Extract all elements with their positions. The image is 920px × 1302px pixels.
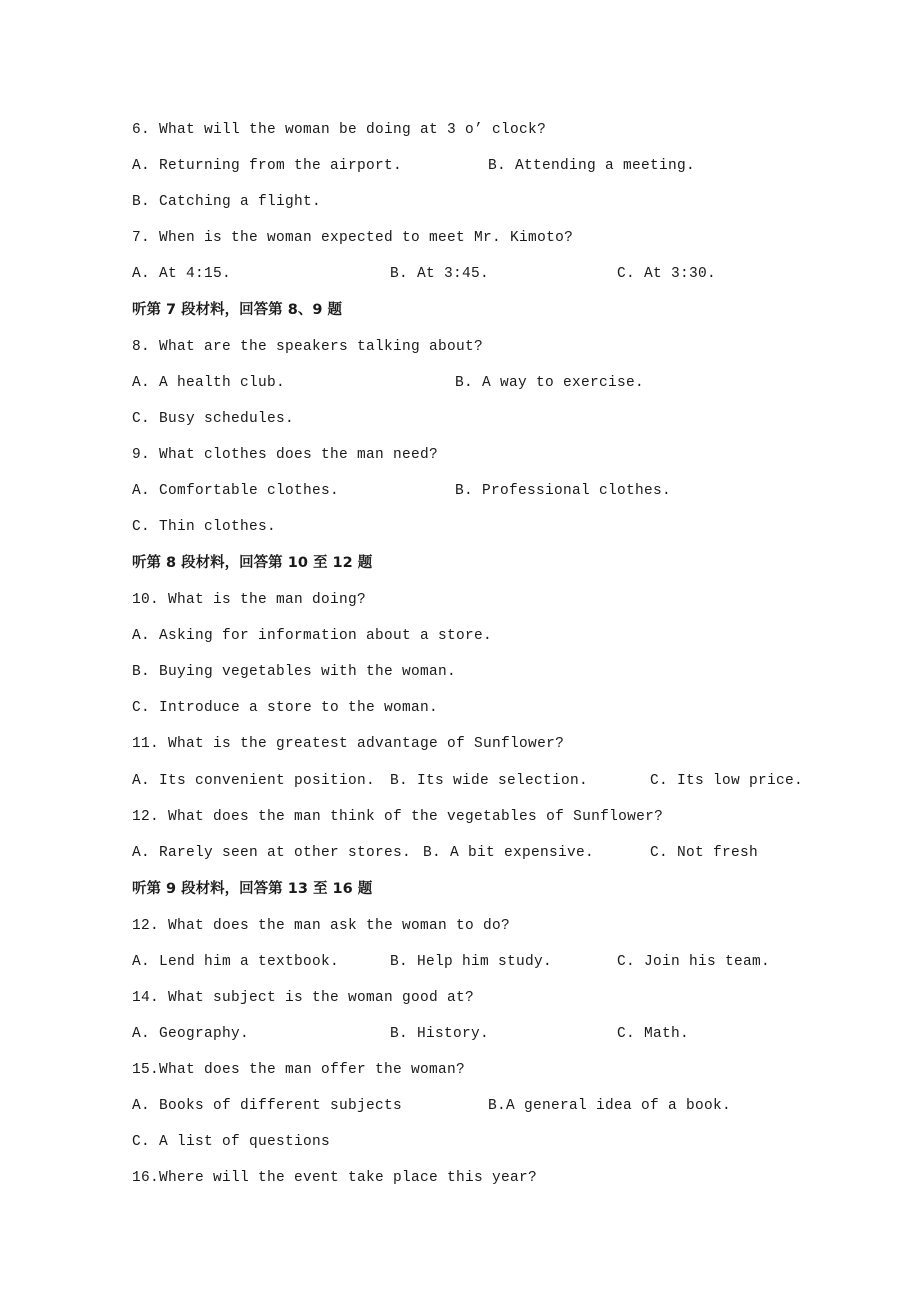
section-8-heading: 听第 8 段材料，回答第 10 至 12 题 <box>132 555 373 571</box>
q10-option-c: C. Introduce a store to the woman. <box>132 700 439 716</box>
question-15: 15.What does the man offer the woman? <box>132 1062 466 1078</box>
q7-option-b: B. At 3:45. <box>390 266 490 282</box>
question-13: 12. What does the man ask the woman to do? <box>132 918 511 934</box>
q8-option-c: C. Busy schedules. <box>132 411 295 427</box>
q6-option-c: B. Catching a flight. <box>132 194 322 210</box>
question-9: 9. What clothes does the man need? <box>132 447 439 463</box>
question-10: 10. What is the man doing? <box>132 592 367 608</box>
q13-option-a: A. Lend him a textbook. <box>132 954 340 970</box>
question-7: 7. When is the woman expected to meet Mr. Kimoto? <box>132 230 574 246</box>
q13-option-b: B. Help him study. <box>390 954 553 970</box>
q6-option-a: A. Returning from the airport. <box>132 158 403 174</box>
q7-option-a: A. At 4:15. <box>132 266 232 282</box>
q12-option-c: C. Not fresh <box>650 845 759 861</box>
q14-option-c: C. Math. <box>617 1026 690 1042</box>
q14-option-a: A. Geography. <box>132 1026 250 1042</box>
section-7-heading: 听第 7 段材料，回答第 8、9 题 <box>132 302 342 318</box>
question-11: 11. What is the greatest advantage of Sunflower? <box>132 736 565 752</box>
section-9-heading: 听第 9 段材料，回答第 13 至 16 题 <box>132 881 373 897</box>
q8-option-a: A. A health club. <box>132 375 286 391</box>
q9-option-c: C. Thin clothes. <box>132 519 277 535</box>
q9-option-a: A. Comfortable clothes. <box>132 483 340 499</box>
question-6: 6. What will the woman be doing at 3 o’ clock? <box>132 122 547 138</box>
q15-option-b: B.A general idea of a book. <box>488 1098 732 1114</box>
q15-option-c: C. A list of questions <box>132 1134 331 1150</box>
q10-option-a: A. Asking for information about a store. <box>132 628 493 644</box>
question-12: 12. What does the man think of the vegetables of Sunflower? <box>132 809 664 825</box>
q9-option-b: B. Professional clothes. <box>455 483 672 499</box>
q14-option-b: B. History. <box>390 1026 490 1042</box>
q11-option-c: C. Its low price. <box>650 773 804 789</box>
q13-option-c: C. Join his team. <box>617 954 771 970</box>
q8-option-b: B. A way to exercise. <box>455 375 645 391</box>
q6-option-b: B. Attending a meeting. <box>488 158 696 174</box>
question-8: 8. What are the speakers talking about? <box>132 339 484 355</box>
q10-option-b: B. Buying vegetables with the woman. <box>132 664 457 680</box>
question-14: 14. What subject is the woman good at? <box>132 990 475 1006</box>
q11-option-b: B. Its wide selection. <box>390 773 589 789</box>
q15-option-a: A. Books of different subjects <box>132 1098 403 1114</box>
question-16: 16.Where will the event take place this year? <box>132 1170 538 1186</box>
q12-option-b: B. A bit expensive. <box>423 845 595 861</box>
q7-option-c: C. At 3:30. <box>617 266 717 282</box>
q12-option-a: A. Rarely seen at other stores. <box>132 845 412 861</box>
q11-option-a: A. Its convenient position. <box>132 773 376 789</box>
